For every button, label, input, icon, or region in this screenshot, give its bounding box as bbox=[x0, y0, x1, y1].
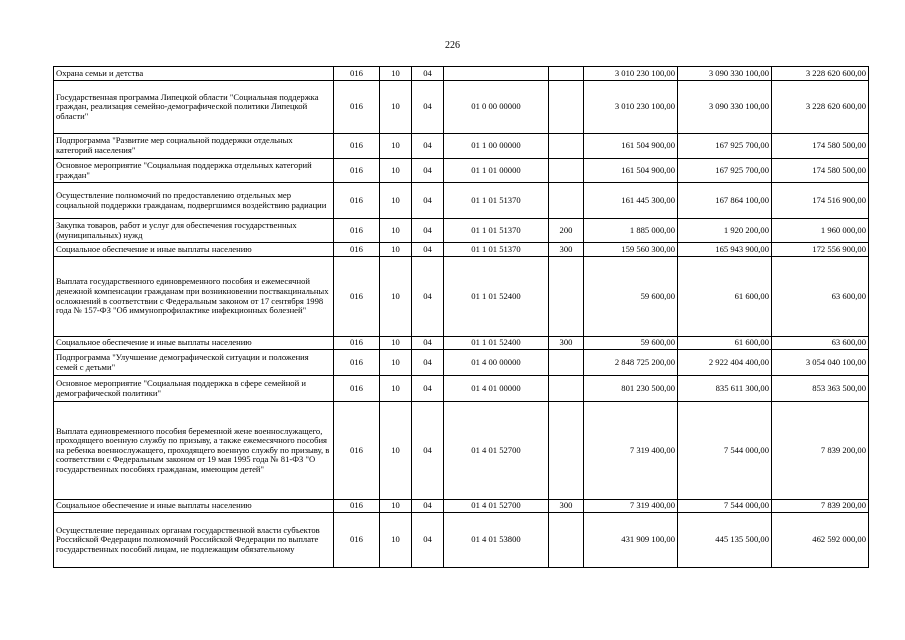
expense-type-cell bbox=[549, 402, 584, 500]
expense-type-cell: 300 bbox=[549, 337, 584, 350]
amount-year2-cell: 7 544 000,00 bbox=[678, 402, 772, 500]
row-name-cell: Подпрограмма "Развитие мер социальной поддержки отдельных категорий населения" bbox=[54, 134, 334, 159]
row-name-cell: Основное мероприятие "Социальная поддержка в сфере семейной и демографической политики" bbox=[54, 376, 334, 402]
amount-year1-cell: 3 010 230 100,00 bbox=[584, 67, 678, 81]
target-article-cell bbox=[444, 67, 549, 81]
amount-year2-cell: 167 925 700,00 bbox=[678, 134, 772, 159]
amount-year1-cell: 3 010 230 100,00 bbox=[584, 81, 678, 134]
ministry-code-cell: 016 bbox=[334, 81, 380, 134]
amount-year1-cell: 59 600,00 bbox=[584, 257, 678, 337]
subsection-code-cell: 04 bbox=[412, 183, 444, 219]
ministry-code-cell: 016 bbox=[334, 337, 380, 350]
amount-year1-cell: 161 445 300,00 bbox=[584, 183, 678, 219]
section-code-cell: 10 bbox=[380, 350, 412, 376]
subsection-code-cell: 04 bbox=[412, 81, 444, 134]
table-row bbox=[54, 134, 869, 159]
expense-type-cell bbox=[549, 183, 584, 219]
expense-type-cell: 300 bbox=[549, 500, 584, 513]
section-code-cell: 10 bbox=[380, 67, 412, 81]
row-name-cell: Закупка товаров, работ и услуг для обеспечения государственных (муниципальных) нужд bbox=[54, 219, 334, 243]
table-body bbox=[54, 67, 869, 568]
amount-year3-cell: 3 228 620 600,00 bbox=[772, 81, 869, 134]
section-code-cell: 10 bbox=[380, 81, 412, 134]
row-name-cell: Подпрограмма "Улучшение демографической ситуации и положения семей с детьми" bbox=[54, 350, 334, 376]
row-name-cell: Государственная программа Липецкой области "Социальная поддержка граждан, реализация семейно-демографической политики Липецкой области" bbox=[54, 81, 334, 134]
amount-year3-cell: 7 839 200,00 bbox=[772, 500, 869, 513]
amount-year1-cell: 1 885 000,00 bbox=[584, 219, 678, 243]
table-row bbox=[54, 350, 869, 376]
amount-year1-cell: 7 319 400,00 bbox=[584, 402, 678, 500]
subsection-code-cell: 04 bbox=[412, 337, 444, 350]
table-row bbox=[54, 159, 869, 183]
ministry-code-cell: 016 bbox=[334, 183, 380, 219]
amount-year3-cell: 3 228 620 600,00 bbox=[772, 67, 869, 81]
amount-year3-cell: 462 592 000,00 bbox=[772, 513, 869, 568]
expense-type-cell bbox=[549, 257, 584, 337]
ministry-code-cell: 016 bbox=[334, 243, 380, 257]
amount-year1-cell: 7 319 400,00 bbox=[584, 500, 678, 513]
subsection-code-cell: 04 bbox=[412, 500, 444, 513]
ministry-code-cell: 016 bbox=[334, 376, 380, 402]
amount-year1-cell: 801 230 500,00 bbox=[584, 376, 678, 402]
target-article-cell: 01 1 01 52400 bbox=[444, 257, 549, 337]
table-row bbox=[54, 402, 869, 500]
row-name-cell: Социальное обеспечение и иные выплаты населению bbox=[54, 243, 334, 257]
expense-type-cell bbox=[549, 134, 584, 159]
subsection-code-cell: 04 bbox=[412, 513, 444, 568]
ministry-code-cell: 016 bbox=[334, 67, 380, 81]
amount-year2-cell: 3 090 330 100,00 bbox=[678, 67, 772, 81]
target-article-cell: 01 0 00 00000 bbox=[444, 81, 549, 134]
section-code-cell: 10 bbox=[380, 159, 412, 183]
ministry-code-cell: 016 bbox=[334, 500, 380, 513]
amount-year2-cell: 61 600,00 bbox=[678, 337, 772, 350]
target-article-cell: 01 1 00 00000 bbox=[444, 134, 549, 159]
amount-year3-cell: 7 839 200,00 bbox=[772, 402, 869, 500]
amount-year3-cell: 174 516 900,00 bbox=[772, 183, 869, 219]
amount-year3-cell: 1 960 000,00 bbox=[772, 219, 869, 243]
section-code-cell: 10 bbox=[380, 513, 412, 568]
subsection-code-cell: 04 bbox=[412, 134, 444, 159]
amount-year1-cell: 2 848 725 200,00 bbox=[584, 350, 678, 376]
ministry-code-cell: 016 bbox=[334, 402, 380, 500]
ministry-code-cell: 016 bbox=[334, 134, 380, 159]
row-name-cell: Охрана семьи и детства bbox=[54, 67, 334, 81]
row-name-cell: Основное мероприятие "Социальная поддержка отдельных категорий граждан" bbox=[54, 159, 334, 183]
page-number: 226 bbox=[445, 40, 460, 51]
target-article-cell: 01 4 01 53800 bbox=[444, 513, 549, 568]
amount-year3-cell: 63 600,00 bbox=[772, 337, 869, 350]
target-article-cell: 01 4 01 00000 bbox=[444, 376, 549, 402]
table-row bbox=[54, 257, 869, 337]
expense-type-cell bbox=[549, 376, 584, 402]
subsection-code-cell: 04 bbox=[412, 219, 444, 243]
amount-year3-cell: 3 054 040 100,00 bbox=[772, 350, 869, 376]
target-article-cell: 01 1 01 52400 bbox=[444, 337, 549, 350]
row-name-cell: Выплата государственного единовременного пособия и ежемесячной денежной компенсации гражданам при возникновении поствакцинальных осложнений в соответствии с Федеральным законом от 17 сентября 1998 года № 157-ФЗ "Об иммунопрофилактике инфекционных болезней" bbox=[54, 257, 334, 337]
amount-year1-cell: 431 909 100,00 bbox=[584, 513, 678, 568]
section-code-cell: 10 bbox=[380, 134, 412, 159]
subsection-code-cell: 04 bbox=[412, 402, 444, 500]
expense-type-cell: 300 bbox=[549, 243, 584, 257]
row-name-cell: Осуществление полномочий по предоставлению отдельных мер социальной поддержки гражданам, подвергшимся воздействию радиации bbox=[54, 183, 334, 219]
amount-year3-cell: 174 580 500,00 bbox=[772, 159, 869, 183]
amount-year3-cell: 63 600,00 bbox=[772, 257, 869, 337]
expense-type-cell bbox=[549, 159, 584, 183]
ministry-code-cell: 016 bbox=[334, 350, 380, 376]
amount-year3-cell: 174 580 500,00 bbox=[772, 134, 869, 159]
table-row bbox=[54, 376, 869, 402]
row-name-cell: Выплата единовременного пособия беременной жене военнослужащего, проходящего военную службу по призыву, а также ежемесячного пособия на ребенка военнослужащего, проходящего военную службу по призыву, в соответствии с Федеральным законом от 19 мая 1995 года № 81-ФЗ "О государственных пособиях гражданам, имеющим детей" bbox=[54, 402, 334, 500]
target-article-cell: 01 1 01 51370 bbox=[444, 219, 549, 243]
ministry-code-cell: 016 bbox=[334, 219, 380, 243]
subsection-code-cell: 04 bbox=[412, 67, 444, 81]
subsection-code-cell: 04 bbox=[412, 159, 444, 183]
expense-type-cell: 200 bbox=[549, 219, 584, 243]
table-row bbox=[54, 81, 869, 134]
amount-year2-cell: 167 864 100,00 bbox=[678, 183, 772, 219]
amount-year2-cell: 445 135 500,00 bbox=[678, 513, 772, 568]
amount-year3-cell: 172 556 900,00 bbox=[772, 243, 869, 257]
expense-type-cell bbox=[549, 67, 584, 81]
budget-table bbox=[53, 66, 869, 568]
target-article-cell: 01 1 01 51370 bbox=[444, 183, 549, 219]
expense-type-cell bbox=[549, 513, 584, 568]
section-code-cell: 10 bbox=[380, 500, 412, 513]
ministry-code-cell: 016 bbox=[334, 257, 380, 337]
amount-year1-cell: 161 504 900,00 bbox=[584, 159, 678, 183]
target-article-cell: 01 1 01 51370 bbox=[444, 243, 549, 257]
section-code-cell: 10 bbox=[380, 183, 412, 219]
expense-type-cell bbox=[549, 81, 584, 134]
amount-year2-cell: 165 943 900,00 bbox=[678, 243, 772, 257]
ministry-code-cell: 016 bbox=[334, 159, 380, 183]
row-name-cell: Социальное обеспечение и иные выплаты населению bbox=[54, 500, 334, 513]
section-code-cell: 10 bbox=[380, 243, 412, 257]
table-row bbox=[54, 183, 869, 219]
section-code-cell: 10 bbox=[380, 337, 412, 350]
subsection-code-cell: 04 bbox=[412, 376, 444, 402]
table-row bbox=[54, 500, 869, 513]
amount-year1-cell: 161 504 900,00 bbox=[584, 134, 678, 159]
target-article-cell: 01 4 01 52700 bbox=[444, 402, 549, 500]
section-code-cell: 10 bbox=[380, 257, 412, 337]
subsection-code-cell: 04 bbox=[412, 243, 444, 257]
amount-year2-cell: 61 600,00 bbox=[678, 257, 772, 337]
subsection-code-cell: 04 bbox=[412, 257, 444, 337]
amount-year2-cell: 167 925 700,00 bbox=[678, 159, 772, 183]
target-article-cell: 01 1 01 00000 bbox=[444, 159, 549, 183]
amount-year2-cell: 835 611 300,00 bbox=[678, 376, 772, 402]
amount-year2-cell: 2 922 404 400,00 bbox=[678, 350, 772, 376]
row-name-cell: Осуществление переданных органам государственной власти субъектов Российской Федерации полномочий Российской Федерации по выплате государственных пособий лицам, не подлежащим обязательному bbox=[54, 513, 334, 568]
ministry-code-cell: 016 bbox=[334, 513, 380, 568]
amount-year2-cell: 7 544 000,00 bbox=[678, 500, 772, 513]
amount-year2-cell: 3 090 330 100,00 bbox=[678, 81, 772, 134]
table-row bbox=[54, 337, 869, 350]
amount-year1-cell: 59 600,00 bbox=[584, 337, 678, 350]
row-name-cell: Социальное обеспечение и иные выплаты населению bbox=[54, 337, 334, 350]
subsection-code-cell: 04 bbox=[412, 350, 444, 376]
table-row bbox=[54, 513, 869, 568]
section-code-cell: 10 bbox=[380, 402, 412, 500]
table-row bbox=[54, 243, 869, 257]
amount-year2-cell: 1 920 200,00 bbox=[678, 219, 772, 243]
amount-year1-cell: 159 560 300,00 bbox=[584, 243, 678, 257]
section-code-cell: 10 bbox=[380, 376, 412, 402]
target-article-cell: 01 4 00 00000 bbox=[444, 350, 549, 376]
table-row bbox=[54, 67, 869, 81]
amount-year3-cell: 853 363 500,00 bbox=[772, 376, 869, 402]
target-article-cell: 01 4 01 52700 bbox=[444, 500, 549, 513]
expense-type-cell bbox=[549, 350, 584, 376]
section-code-cell: 10 bbox=[380, 219, 412, 243]
table-row bbox=[54, 219, 869, 243]
